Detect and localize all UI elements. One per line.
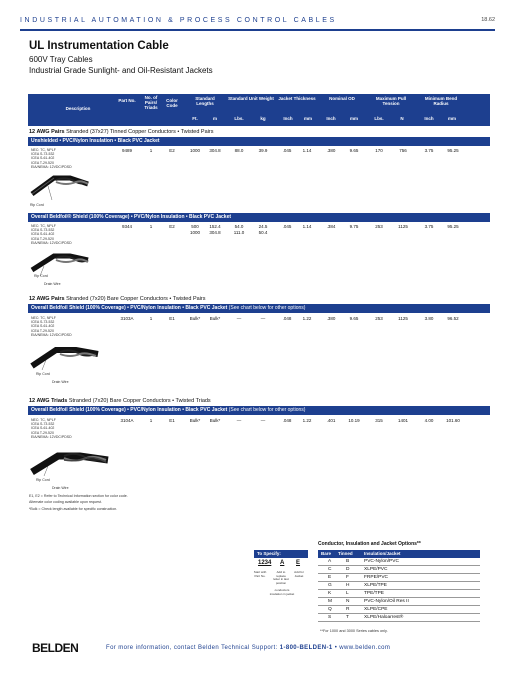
construction-bar: Unshielded • PVC/Nylon Insulation • Black PVC Jacket [28,137,490,146]
options-row: Q R XLPE/CPE [318,606,480,614]
unit-mm-1: mm [303,116,312,121]
spec-letter-e: E [296,560,301,566]
options-row: A B PVC-Nylon/PVC [318,558,480,566]
page-subtitle-2: Industrial Grade Sunlight- and Oil-Resistant Jackets [29,66,213,75]
cable-illustration [30,170,90,206]
drain-wire-label: Drain Wire [52,486,69,490]
col-no-pairs: No. of Pairs/ Triads [144,95,158,111]
col-max-pull: Maximum Pull Tension [375,96,407,107]
unit-inch-3: Inch [424,116,434,121]
spec-caption: Add for Jacket [294,570,304,578]
construction-bar: Overall Beldfoil® Shield (100% Coverage) • PVC/Nylon Insulation • Black PVC Jacket [28,213,490,222]
ripcord-label: Rip Cord [36,372,50,376]
unit-lbs: Lbs. [234,116,244,121]
page-title: UL Instrumentation Cable [29,40,169,52]
options-row: E F FRPE/PVC [318,574,480,582]
ripcord-label: Rip Cord [34,274,48,278]
unit-lbs-2: Lbs. [374,116,384,121]
options-title: Conductor, Insulation and Jacket Options** [318,541,421,547]
col-color-code: Color Code [166,98,178,109]
construction-bar: Overall Beldfoil Shield (100% Coverage) • PVC/Nylon Insulation • Black PVC Jacket (See chart below for other options) [28,304,490,313]
header-rule [20,29,495,31]
drain-wire-label: Drain Wire [52,380,69,384]
cable-illustration [30,340,100,376]
options-table-header: Bare Tinned Insulation/Jacket [318,550,480,558]
unit-n: N [400,116,404,121]
spec-caption: Add to replace letter in last position [273,570,289,585]
unit-mm-3: mm [447,116,456,121]
options-row: S T XLPE/Haloarrest® [318,614,480,622]
page-number: 18.62 [481,17,495,23]
col-description: Description [65,106,91,111]
contact-line: For more information, contact Belden Technical Support: 1-800-BELDEN-1 • www.belden.com [106,645,391,651]
category-title: INDUSTRIAL AUTOMATION & PROCESS CONTROL CABLES [20,16,337,24]
unit-mm-2: mm [349,116,358,121]
options-row: M N PVC-Nylon/Oil Res II [318,598,480,606]
note-line: Alternate color coding available upon request. [29,500,102,504]
table-header [28,94,490,126]
options-row: K L TPE/TPE [318,590,480,598]
to-specify-header: To Specify: [254,550,308,558]
section-heading: 12 AWG Pairs Stranded (7x20) Bare Copper Conductors • Twisted Pairs [29,296,206,302]
col-std-lengths: Standard Lengths [195,96,215,107]
page-header [20,14,495,26]
approvals-list: NEC: TC, NPLF ICEA S-73-532 ICEA S-61-402 ICEA T-29-520 EIA/NEMA: 12VDC/PDSD [31,224,72,245]
unit-inch-1: Inch [283,116,293,121]
construction-bar: Overall Beldfoil Shield (100% Coverage) • PVC/Nylon Insulation • Black PVC Jacket (See chart below for other options) [28,406,490,415]
spec-part-number: 1234 [258,560,272,566]
col-nominal-od: Nominal OD [329,96,355,101]
unit-inch-2: Inch [326,116,336,121]
table-row: 3103A 1 E1 Bulk* Bulk* — — .048 1.22 .380 9.65 253 1125 3.80 96.52 [120,316,459,321]
drain-wire-label: Drain Wire [44,282,61,286]
table-row: 3104A 1 E1 Bulk* Bulk* — — .048 1.22 .401 10.19 315 1401 4.00 101.60 [120,418,460,423]
ripcord-label: Rip Cord [30,203,44,207]
spec-caption: Start with Part No. [253,570,267,578]
col-std-weight: Standard Unit Weight [228,96,274,101]
table-row: 9489 1 E2 1000 304.8 88.0 39.9 .045 1.14 .380 9.65 170 756 3.75 95.25 [121,148,459,153]
belden-logo: BELDEN [32,641,79,655]
spec-caption-bottom: conductors insulation in jacket [269,588,295,596]
unit-m: m [212,116,217,121]
table-row: 9344 1 E2 500 152.4 54.0 24.5 .045 1.14 .384 9.75 253 1125 3.75 95.25 [121,224,459,229]
approvals-list: NEC: TC, NPLF ICEA S-73-532 ICEA S-61-402 ICEA T-29-520 EIA/NEMA: 12VDC/PDSD [31,418,72,439]
options-row: C D XLPE/PVC [318,566,480,574]
options-row: G H XLPE/TPE [318,582,480,590]
col-min-bend: Minimum Bend Radius [424,96,458,107]
section-heading: 12 AWG Triads Stranded (7x20) Bare Copper Conductors • Twisted Triads [29,398,211,404]
options-footnote: **For 1000 and 3000 Series cables only. [320,629,388,633]
page-subtitle-1: 600V Tray Cables [29,55,93,64]
col-part-no: Part No. [118,98,136,103]
approvals-list: NEC: TC, NPLF ICEA S-73-532 ICEA S-61-402 ICEA T-29-520 EIA/NEMA: 12VDC/PDSD [31,316,72,337]
spec-letter-a: A [280,560,285,566]
approvals-list: NEC: TC, NPLF ICEA S-73-532 ICEA S-61-402 ICEA T-29-520 EIA/NEMA: 12VDC/PDSD [31,148,72,169]
note-line: E1, E2 = Refer to Technical Information section for color code. [29,494,128,498]
table-row: 1000 304.8 111.0 50.4 [189,230,268,235]
note-line: *Bulk = Check length available for specific construction. [29,507,118,511]
ripcord-label: Rip Cord [36,478,50,482]
section-heading: 12 AWG Pairs Stranded (37x27) Tinned Copper Conductors • Twisted Pairs [29,129,214,135]
unit-ft: Ft. [192,116,198,121]
unit-kg: kg [260,116,266,121]
col-jacket: Jacket Thickness [278,96,316,101]
